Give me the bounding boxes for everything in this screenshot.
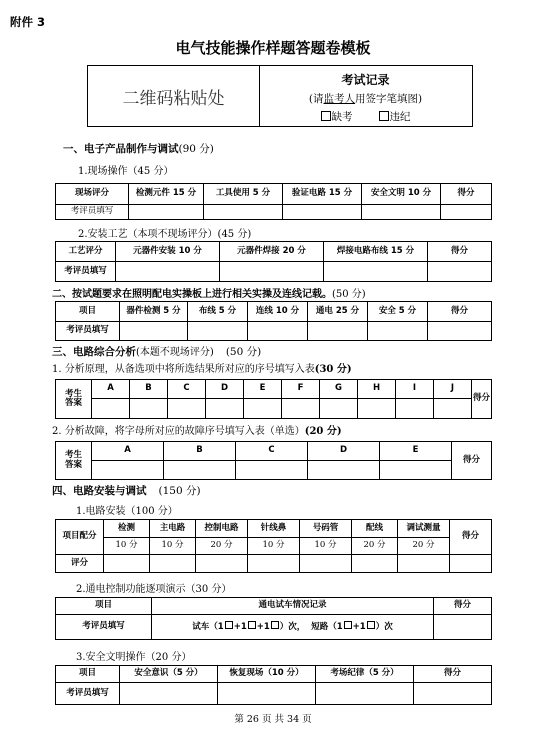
points-cell: 10 分 bbox=[104, 538, 150, 555]
page-footer: 第 26 页 共 34 页 bbox=[234, 714, 312, 725]
header-cell: 工艺评分 bbox=[56, 242, 116, 262]
score-cell[interactable] bbox=[434, 615, 492, 640]
wiring-score-table bbox=[55, 301, 492, 341]
row-label: 考生 答案 bbox=[56, 380, 92, 419]
header-cell: 检测 bbox=[104, 520, 150, 538]
header-cell: 得分 bbox=[414, 666, 492, 683]
score-header: 得分 bbox=[472, 380, 492, 419]
points-cell: 10 分 bbox=[150, 538, 196, 555]
header-cell: 器件检测 5 分 bbox=[120, 302, 188, 322]
points-cell: 20 分 bbox=[352, 538, 398, 555]
answer-cell[interactable] bbox=[92, 399, 130, 419]
score-cell[interactable] bbox=[428, 262, 492, 282]
header-cell: 连线 10 分 bbox=[248, 302, 308, 322]
checkbox-icon bbox=[379, 111, 389, 121]
blank-box-icon bbox=[248, 621, 256, 629]
answer-cell[interactable] bbox=[396, 399, 434, 419]
header-cell: 考场纪律（5 分） bbox=[316, 666, 414, 683]
answer-cell[interactable] bbox=[358, 399, 396, 419]
header-cell: 主电路 bbox=[150, 520, 196, 538]
proctor-underline: 监考人 bbox=[323, 93, 355, 105]
row-label: 考评员填写 bbox=[56, 322, 120, 341]
answer-cell[interactable] bbox=[244, 399, 282, 419]
score-cell[interactable] bbox=[150, 555, 196, 573]
option-header: E bbox=[380, 442, 452, 461]
trial-record: 试车（1 +1 +1 ）次， 短路（1 +1 ）次 bbox=[152, 615, 434, 640]
header-cell: 得分 bbox=[428, 302, 492, 322]
answer-cell[interactable] bbox=[206, 399, 244, 419]
header-cell: 现场评分 bbox=[56, 184, 129, 205]
score-cell[interactable] bbox=[316, 683, 414, 705]
points-cell: 10 分 bbox=[248, 538, 300, 555]
answer-cell[interactable] bbox=[380, 461, 452, 480]
answer-cell[interactable] bbox=[168, 399, 206, 419]
answer-cell[interactable] bbox=[308, 461, 380, 480]
exam-header-box bbox=[87, 65, 473, 127]
score-cell[interactable] bbox=[324, 262, 428, 282]
section-1-2-heading: 2.安装工艺（本项不现场评分）(45 分) bbox=[78, 229, 252, 240]
option-header: D bbox=[206, 380, 244, 399]
header-cell: 通电 25 分 bbox=[308, 302, 368, 322]
score-cell[interactable] bbox=[188, 322, 248, 341]
installation-score-table bbox=[55, 519, 492, 573]
option-header: G bbox=[320, 380, 358, 399]
section-1-heading: 一、电子产品制作与调试(90 分) bbox=[63, 143, 214, 155]
header-cell: 元器件焊接 20 分 bbox=[220, 242, 324, 262]
absent-checkbox[interactable]: 缺考 bbox=[321, 109, 353, 124]
section-3-2-heading: 2. 分析故障，将字母所对应的故障序号填写入表（单选）(20 分) bbox=[52, 426, 342, 437]
blank-box-icon bbox=[367, 621, 375, 629]
score-cell[interactable] bbox=[204, 205, 283, 220]
score-cell[interactable] bbox=[300, 555, 352, 573]
option-header: B bbox=[130, 380, 168, 399]
header-cell: 安全 5 分 bbox=[368, 302, 428, 322]
section-4-1-heading: 1.电路安装（100 分） bbox=[76, 506, 178, 517]
header-cell: 验证电路 15 分 bbox=[283, 184, 362, 205]
header-cell: 配线 bbox=[352, 520, 398, 538]
option-header: A bbox=[92, 380, 130, 399]
qr-placeholder: 二维码粘贴处 bbox=[88, 66, 260, 126]
header-cell: 元器件安装 10 分 bbox=[116, 242, 220, 262]
record-title: 考试记录 bbox=[341, 73, 390, 87]
header-cell: 针线鼻 bbox=[248, 520, 300, 538]
safety-score-table bbox=[55, 665, 492, 705]
header-cell: 通电试车情况记录 bbox=[152, 598, 434, 615]
violation-checkbox[interactable]: 违纪 bbox=[379, 109, 411, 124]
option-header: J bbox=[434, 380, 472, 399]
option-header: C bbox=[168, 380, 206, 399]
answer-cell[interactable] bbox=[236, 461, 308, 480]
blank-box-icon bbox=[344, 621, 352, 629]
score-cell[interactable] bbox=[218, 683, 316, 705]
score-header: 得分 bbox=[450, 520, 492, 555]
row-label: 考评员填写 bbox=[56, 262, 116, 282]
principle-answer-table bbox=[55, 379, 492, 419]
header-cell: 项目 bbox=[56, 302, 120, 322]
exam-record bbox=[259, 66, 472, 126]
header-cell: 控制电路 bbox=[196, 520, 248, 538]
onsite-score-table bbox=[55, 183, 492, 220]
option-header: F bbox=[282, 380, 320, 399]
row-label: 考评员填写 bbox=[56, 205, 129, 220]
points-cell: 10 分 bbox=[300, 538, 352, 555]
score-cell[interactable] bbox=[428, 322, 492, 341]
answer-cell[interactable] bbox=[320, 399, 358, 419]
header-cell: 项目 bbox=[56, 666, 120, 683]
header-cell: 得分 bbox=[428, 242, 492, 262]
option-header: H bbox=[358, 380, 396, 399]
blank-box-icon bbox=[225, 621, 233, 629]
score-cell[interactable] bbox=[120, 683, 218, 705]
page-title: 电气技能操作样题答题卷模板 bbox=[175, 39, 371, 57]
power-test-table bbox=[55, 597, 492, 640]
option-header: C bbox=[236, 442, 308, 461]
header-cell: 工具使用 5 分 bbox=[204, 184, 283, 205]
section-4-2-heading: 2.通电控制功能逐项演示（30 分） bbox=[76, 584, 232, 595]
row-label: 考生 答案 bbox=[56, 442, 92, 480]
answer-cell[interactable] bbox=[434, 399, 472, 419]
header-cell: 焊接电路布线 15 分 bbox=[324, 242, 428, 262]
header-cell: 检测元件 15 分 bbox=[129, 184, 204, 205]
score-cell[interactable] bbox=[362, 205, 441, 220]
header-cell: 布线 5 分 bbox=[188, 302, 248, 322]
header-cell: 得分 bbox=[434, 598, 492, 615]
section-1-1-heading: 1.现场操作（45 分） bbox=[78, 166, 174, 177]
section-2-heading: 二、按试题要求在照明配电实操板上进行相关实操及连线记载。(50 分) bbox=[52, 289, 366, 300]
header-cell: 得分 bbox=[441, 184, 492, 205]
points-cell: 20 分 bbox=[398, 538, 450, 555]
row-label: 考评员填写 bbox=[56, 683, 120, 705]
score-cell[interactable] bbox=[116, 262, 220, 282]
score-cell[interactable] bbox=[104, 555, 150, 573]
checkbox-icon bbox=[321, 111, 331, 121]
option-header: A bbox=[92, 442, 164, 461]
score-cell[interactable] bbox=[196, 555, 248, 573]
option-header: I bbox=[396, 380, 434, 399]
header-cell: 调试测量 bbox=[398, 520, 450, 538]
row-label: 评分 bbox=[56, 555, 104, 573]
score-cell[interactable] bbox=[120, 322, 188, 341]
score-cell[interactable] bbox=[414, 683, 492, 705]
score-cell[interactable] bbox=[441, 205, 492, 220]
option-header: B bbox=[164, 442, 236, 461]
blank-box-icon bbox=[271, 621, 279, 629]
score-cell[interactable] bbox=[352, 555, 398, 573]
record-note: (请监考人用签字笔填图) bbox=[308, 93, 423, 105]
answer-cell[interactable] bbox=[164, 461, 236, 480]
score-cell[interactable] bbox=[368, 322, 428, 341]
attachment-label: 附件 3 bbox=[10, 15, 46, 29]
section-3-heading: 三、电路综合分析(本题不现场评分) (50 分) bbox=[52, 346, 262, 358]
section-4-3-heading: 3.安全文明操作（20 分） bbox=[76, 652, 192, 663]
row-label: 考评员填写 bbox=[56, 615, 152, 640]
score-cell[interactable] bbox=[283, 205, 362, 220]
score-cell[interactable] bbox=[308, 322, 368, 341]
section-4-heading: 四、电路安装与调试 (150 分) bbox=[52, 485, 201, 497]
section-3-1-heading: 1. 分析原理，从备选项中将所选结果所对应的序号填写入表(30 分) bbox=[52, 364, 352, 375]
score-cell[interactable] bbox=[129, 205, 204, 220]
score-header: 得分 bbox=[452, 442, 492, 480]
score-cell[interactable] bbox=[248, 322, 308, 341]
points-cell: 20 分 bbox=[196, 538, 248, 555]
score-cell[interactable] bbox=[248, 555, 300, 573]
header-cell: 恢复现场（10 分） bbox=[218, 666, 316, 683]
craft-score-table bbox=[55, 241, 492, 282]
answer-cell[interactable] bbox=[92, 461, 164, 480]
fault-answer-table bbox=[55, 441, 492, 480]
option-header: E bbox=[244, 380, 282, 399]
row-label: 项目配分 bbox=[56, 520, 104, 555]
score-cell[interactable] bbox=[220, 262, 324, 282]
answer-cell[interactable] bbox=[130, 399, 168, 419]
score-cell[interactable] bbox=[450, 555, 492, 573]
header-cell: 安全文明 10 分 bbox=[362, 184, 441, 205]
option-header: D bbox=[308, 442, 380, 461]
score-cell[interactable] bbox=[398, 555, 450, 573]
answer-cell[interactable] bbox=[282, 399, 320, 419]
header-cell: 项目 bbox=[56, 598, 152, 615]
header-cell: 安全意识（5 分） bbox=[120, 666, 218, 683]
header-cell: 号码管 bbox=[300, 520, 352, 538]
